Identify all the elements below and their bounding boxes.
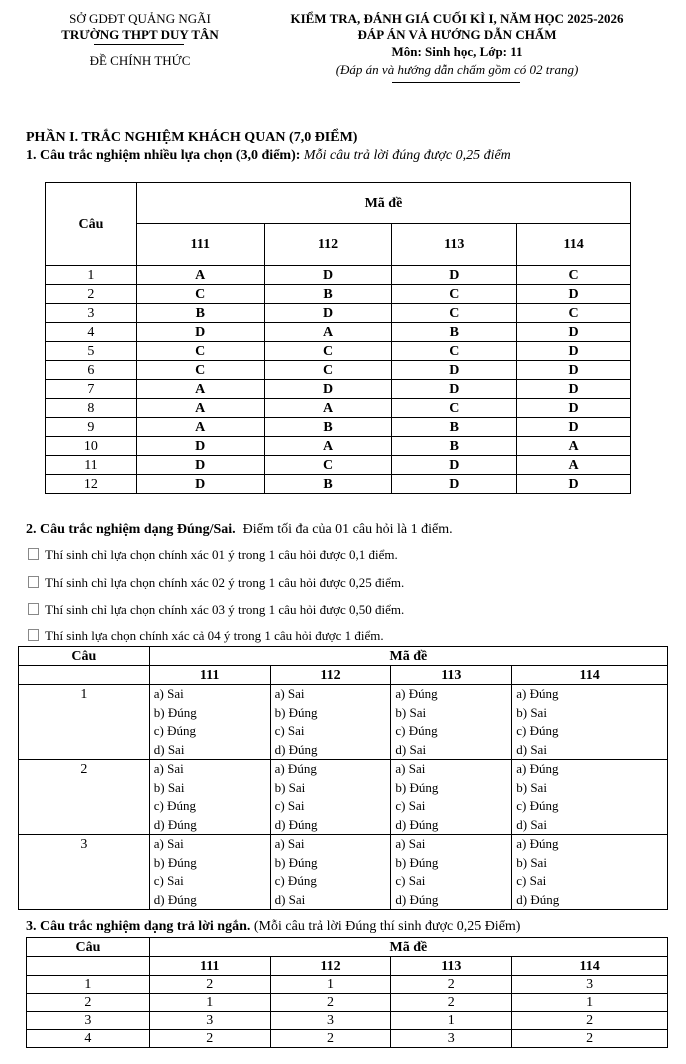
answer-cell: B bbox=[264, 475, 392, 494]
answer-cell: D bbox=[517, 323, 631, 342]
answer-cell: D bbox=[136, 323, 264, 342]
scoring-rule: Thí sinh chỉ lựa chọn chính xác 01 ý trong 1 câu hỏi được 0,1 điểm. bbox=[28, 547, 398, 563]
statement-answer: a) Đúng bbox=[274, 761, 317, 776]
answer-cell: A bbox=[136, 418, 264, 437]
answer-cell: D bbox=[392, 456, 517, 475]
answer-cell: C bbox=[264, 342, 392, 361]
scoring-rule: Thí sinh chỉ lựa chọn chính xác 03 ý trong 1 câu hỏi được 0,50 điểm. bbox=[28, 602, 404, 618]
header-underline bbox=[392, 82, 520, 83]
question-number: 2 bbox=[46, 285, 137, 304]
statement-answer: d) Sai bbox=[395, 741, 427, 757]
question-number: 11 bbox=[46, 456, 137, 475]
statement-answer: b) Sai bbox=[516, 704, 547, 720]
table3-header-cau: Câu bbox=[27, 938, 150, 957]
statement-answer: b) Đúng bbox=[153, 854, 197, 870]
answer-cell: 2 bbox=[512, 1030, 668, 1048]
question-number: 1 bbox=[27, 976, 150, 994]
answer-cell: D bbox=[517, 380, 631, 399]
statement-answer: a) Đúng bbox=[395, 686, 438, 701]
statement-answer: d) Đúng bbox=[395, 891, 439, 907]
table-row bbox=[46, 304, 631, 323]
statement-answer: d) Đúng bbox=[153, 891, 197, 907]
scoring-rule: Thí sinh lựa chọn chính xác cả 04 ý trong 1 câu hỏi được 1 điểm. bbox=[28, 628, 384, 644]
table3-code: 114 bbox=[512, 957, 668, 976]
question-number: 5 bbox=[46, 342, 137, 361]
table1-code: 112 bbox=[264, 224, 392, 266]
answer-cell: C bbox=[392, 399, 517, 418]
answer-cell: C bbox=[517, 304, 631, 323]
statement-answer: a) Đúng bbox=[516, 836, 559, 851]
table-row bbox=[46, 437, 631, 456]
answer-cell: 3 bbox=[149, 1012, 270, 1030]
statement-answer: c) Sai bbox=[395, 873, 426, 888]
table-row bbox=[27, 1030, 668, 1048]
table3-header-made: Mã đề bbox=[149, 938, 667, 957]
checkbox-icon bbox=[28, 629, 39, 641]
section3-heading bbox=[26, 918, 520, 935]
statement-answer: b) Đúng bbox=[274, 854, 318, 870]
statement-answer: c) Sai bbox=[516, 873, 547, 888]
answer-cell: 2 bbox=[149, 976, 270, 994]
answer-cell: C bbox=[264, 361, 392, 380]
checkbox-icon bbox=[28, 603, 39, 615]
answer-cell: 1 bbox=[512, 994, 668, 1012]
table2-code: 111 bbox=[149, 666, 270, 685]
answer-cell: D bbox=[136, 456, 264, 475]
question-number: 1 bbox=[46, 266, 137, 285]
statement-answer: b) Đúng bbox=[274, 704, 318, 720]
mcq-answer-table bbox=[45, 182, 631, 494]
answer-cell: 2 bbox=[391, 994, 512, 1012]
answer-cell: 3 bbox=[512, 976, 668, 994]
answer-key-title: ĐÁP ÁN VÀ HƯỚNG DẪN CHẤM bbox=[357, 27, 557, 42]
subject-grade: Môn: Sinh học, Lớp: 11 bbox=[391, 44, 523, 59]
answer-cell: 1 bbox=[270, 976, 391, 994]
table-row bbox=[27, 1012, 668, 1030]
scoring-rule: Thí sinh chỉ lựa chọn chính xác 02 ý trong 1 câu hỏi được 0,25 điểm. bbox=[28, 575, 404, 591]
answer-cell bbox=[270, 685, 391, 760]
answer-cell: B bbox=[136, 304, 264, 323]
answer-cell: B bbox=[392, 323, 517, 342]
table-row bbox=[19, 685, 668, 760]
statement-answer: b) Sai bbox=[153, 779, 185, 795]
answer-cell: D bbox=[264, 380, 392, 399]
statement-answer: b) Đúng bbox=[395, 854, 439, 870]
question-number: 4 bbox=[27, 1030, 150, 1048]
question-number: 7 bbox=[46, 380, 137, 399]
statement-answer: d) Sai bbox=[516, 816, 547, 832]
table-row bbox=[19, 760, 668, 835]
answer-cell: D bbox=[392, 380, 517, 399]
answer-cell: 1 bbox=[391, 1012, 512, 1030]
answer-cell: D bbox=[517, 418, 631, 437]
question-number: 3 bbox=[19, 835, 150, 910]
answer-cell: 2 bbox=[512, 1012, 668, 1030]
official-label: ĐỀ CHÍNH THỨC bbox=[89, 53, 191, 68]
section3-title: 3. Câu trắc nghiệm dạng trả lời ngắn. bbox=[26, 919, 251, 934]
answer-cell: D bbox=[392, 361, 517, 380]
statement-answer: d) Đúng bbox=[395, 816, 439, 832]
statement-answer: a) Sai bbox=[395, 761, 426, 776]
answer-cell: A bbox=[136, 399, 264, 418]
statement-answer: d) Sai bbox=[274, 891, 306, 907]
answer-cell: D bbox=[392, 475, 517, 494]
table2-header-cau: Câu bbox=[19, 647, 150, 666]
statement-answer: c) Sai bbox=[153, 873, 184, 888]
exam-title: KIỂM TRA, ĐÁNH GIÁ CUỐI KÌ I, NĂM HỌC 2025-2026 bbox=[290, 11, 624, 26]
statement-answer: d) Sai bbox=[153, 741, 185, 757]
table-row bbox=[46, 380, 631, 399]
answer-cell bbox=[149, 835, 270, 910]
answer-cell: C bbox=[392, 285, 517, 304]
statement-answer: c) Đúng bbox=[153, 798, 196, 813]
table-row bbox=[46, 342, 631, 361]
section1-heading bbox=[26, 147, 511, 164]
answer-cell: B bbox=[264, 418, 392, 437]
statement-answer: a) Đúng bbox=[516, 686, 559, 701]
answer-cell bbox=[270, 760, 391, 835]
question-number: 3 bbox=[46, 304, 137, 323]
section3-note: (Mỗi câu trả lời Đúng thí sinh được 0,25 Điểm) bbox=[253, 919, 521, 934]
table1-code: 114 bbox=[517, 224, 631, 266]
statement-answer: c) Đúng bbox=[153, 723, 196, 738]
question-number: 4 bbox=[46, 323, 137, 342]
answer-cell: A bbox=[264, 323, 392, 342]
table2-code: 113 bbox=[391, 666, 512, 685]
statement-answer: d) Sai bbox=[516, 741, 547, 757]
question-number: 8 bbox=[46, 399, 137, 418]
section2-heading bbox=[26, 521, 453, 538]
answer-cell: A bbox=[517, 456, 631, 475]
statement-answer: c) Đúng bbox=[516, 723, 559, 738]
statement-answer: b) Sai bbox=[274, 779, 306, 795]
answer-cell: D bbox=[517, 399, 631, 418]
table3-code: 112 bbox=[270, 957, 391, 976]
answer-cell bbox=[391, 760, 512, 835]
answer-cell bbox=[149, 685, 270, 760]
school-underline bbox=[94, 44, 184, 45]
answer-cell bbox=[149, 760, 270, 835]
table2-header-made: Mã đề bbox=[149, 647, 667, 666]
statement-answer: a) Sai bbox=[274, 836, 305, 851]
statement-answer: a) Sai bbox=[395, 836, 426, 851]
table3-header-blank bbox=[27, 957, 150, 976]
statement-answer: a) Sai bbox=[153, 686, 184, 701]
answer-cell: C bbox=[264, 456, 392, 475]
answer-cell: A bbox=[264, 399, 392, 418]
answer-cell: B bbox=[392, 437, 517, 456]
answer-cell: D bbox=[517, 475, 631, 494]
table-row bbox=[46, 361, 631, 380]
question-number: 10 bbox=[46, 437, 137, 456]
answer-cell bbox=[391, 685, 512, 760]
table-row bbox=[27, 976, 668, 994]
answer-cell: D bbox=[136, 437, 264, 456]
table-row bbox=[19, 835, 668, 910]
question-number: 9 bbox=[46, 418, 137, 437]
answer-cell: 1 bbox=[149, 994, 270, 1012]
section1-title: 1. Câu trắc nghiệm nhiều lựa chọn (3,0 điểm): bbox=[26, 148, 301, 163]
statement-answer: c) Sai bbox=[274, 798, 305, 813]
page-count-note: (Đáp án và hướng dẫn chấm gồm có 02 trang) bbox=[335, 62, 579, 77]
school-name: TRƯỜNG THPT DUY TÂN bbox=[61, 27, 219, 42]
answer-cell: 2 bbox=[270, 1030, 391, 1048]
answer-cell: D bbox=[517, 361, 631, 380]
statement-answer: c) Sai bbox=[395, 798, 426, 813]
answer-cell: 3 bbox=[391, 1030, 512, 1048]
answer-cell: D bbox=[264, 266, 392, 285]
table1-code: 113 bbox=[392, 224, 517, 266]
statement-answer: c) Đúng bbox=[274, 873, 317, 888]
statement-answer: c) Đúng bbox=[395, 723, 438, 738]
answer-cell: 2 bbox=[391, 976, 512, 994]
answer-cell: B bbox=[264, 285, 392, 304]
statement-answer: b) Đúng bbox=[153, 704, 197, 720]
answer-cell bbox=[512, 835, 668, 910]
table-row bbox=[27, 994, 668, 1012]
question-number: 2 bbox=[27, 994, 150, 1012]
answer-cell: A bbox=[136, 266, 264, 285]
answer-cell: D bbox=[392, 266, 517, 285]
statement-answer: d) Đúng bbox=[153, 816, 197, 832]
table1-header-made: Mã đề bbox=[136, 183, 630, 224]
table2-code: 112 bbox=[270, 666, 391, 685]
table-row bbox=[46, 475, 631, 494]
answer-cell bbox=[270, 835, 391, 910]
answer-cell bbox=[512, 760, 668, 835]
table-row bbox=[46, 399, 631, 418]
answer-cell bbox=[512, 685, 668, 760]
table-row bbox=[46, 285, 631, 304]
statement-answer: a) Sai bbox=[153, 836, 184, 851]
answer-cell: A bbox=[136, 380, 264, 399]
statement-answer: b) Sai bbox=[516, 779, 547, 795]
answer-cell: D bbox=[136, 475, 264, 494]
section2-note: Điểm tối đa của 01 câu hỏi là 1 điểm. bbox=[242, 522, 453, 537]
answer-cell: C bbox=[136, 342, 264, 361]
checkbox-icon bbox=[28, 548, 39, 560]
statement-answer: a) Sai bbox=[274, 686, 305, 701]
table-row bbox=[46, 266, 631, 285]
answer-cell: A bbox=[264, 437, 392, 456]
table-row bbox=[46, 456, 631, 475]
answer-cell: C bbox=[392, 304, 517, 323]
department-name: SỞ GDĐT QUẢNG NGÃI bbox=[69, 11, 211, 26]
short-answer-table bbox=[26, 937, 668, 1048]
answer-cell: 2 bbox=[270, 994, 391, 1012]
answer-cell: 2 bbox=[149, 1030, 270, 1048]
table-row bbox=[46, 418, 631, 437]
table1-header-cau: Câu bbox=[46, 183, 137, 266]
question-number: 6 bbox=[46, 361, 137, 380]
statement-answer: c) Sai bbox=[274, 723, 305, 738]
section2-title: 2. Câu trắc nghiệm dạng Đúng/Sai. bbox=[26, 522, 236, 537]
table-row bbox=[46, 323, 631, 342]
answer-cell: D bbox=[517, 285, 631, 304]
answer-cell: 3 bbox=[270, 1012, 391, 1030]
table3-code: 113 bbox=[391, 957, 512, 976]
statement-answer: b) Sai bbox=[516, 854, 547, 870]
statement-answer: d) Đúng bbox=[274, 816, 318, 832]
answer-cell: C bbox=[136, 361, 264, 380]
table2-code: 114 bbox=[512, 666, 668, 685]
statement-answer: d) Đúng bbox=[274, 741, 318, 757]
table1-code: 111 bbox=[136, 224, 264, 266]
table2-header-blank bbox=[19, 666, 150, 685]
answer-cell: A bbox=[517, 437, 631, 456]
question-number: 1 bbox=[19, 685, 150, 760]
part1-title: PHẦN I. TRẮC NGHIỆM KHÁCH QUAN (7,0 ĐIỂM) bbox=[26, 130, 358, 145]
table3-code: 111 bbox=[149, 957, 270, 976]
statement-answer: c) Đúng bbox=[516, 798, 559, 813]
statement-answer: b) Sai bbox=[395, 704, 427, 720]
answer-cell bbox=[391, 835, 512, 910]
statement-answer: d) Đúng bbox=[516, 891, 560, 907]
answer-cell: D bbox=[264, 304, 392, 323]
question-number: 3 bbox=[27, 1012, 150, 1030]
answer-cell: C bbox=[517, 266, 631, 285]
answer-cell: B bbox=[392, 418, 517, 437]
statement-answer: b) Đúng bbox=[395, 779, 439, 795]
question-number: 2 bbox=[19, 760, 150, 835]
question-number: 12 bbox=[46, 475, 137, 494]
answer-cell: C bbox=[392, 342, 517, 361]
statement-answer: a) Sai bbox=[153, 761, 184, 776]
statement-answer: a) Đúng bbox=[516, 761, 559, 776]
truefalse-answer-table bbox=[18, 646, 668, 910]
checkbox-icon bbox=[28, 576, 39, 588]
section1-note: Mỗi câu trả lời đúng được 0,25 điểm bbox=[303, 148, 511, 163]
answer-cell: C bbox=[136, 285, 264, 304]
answer-cell: D bbox=[517, 342, 631, 361]
